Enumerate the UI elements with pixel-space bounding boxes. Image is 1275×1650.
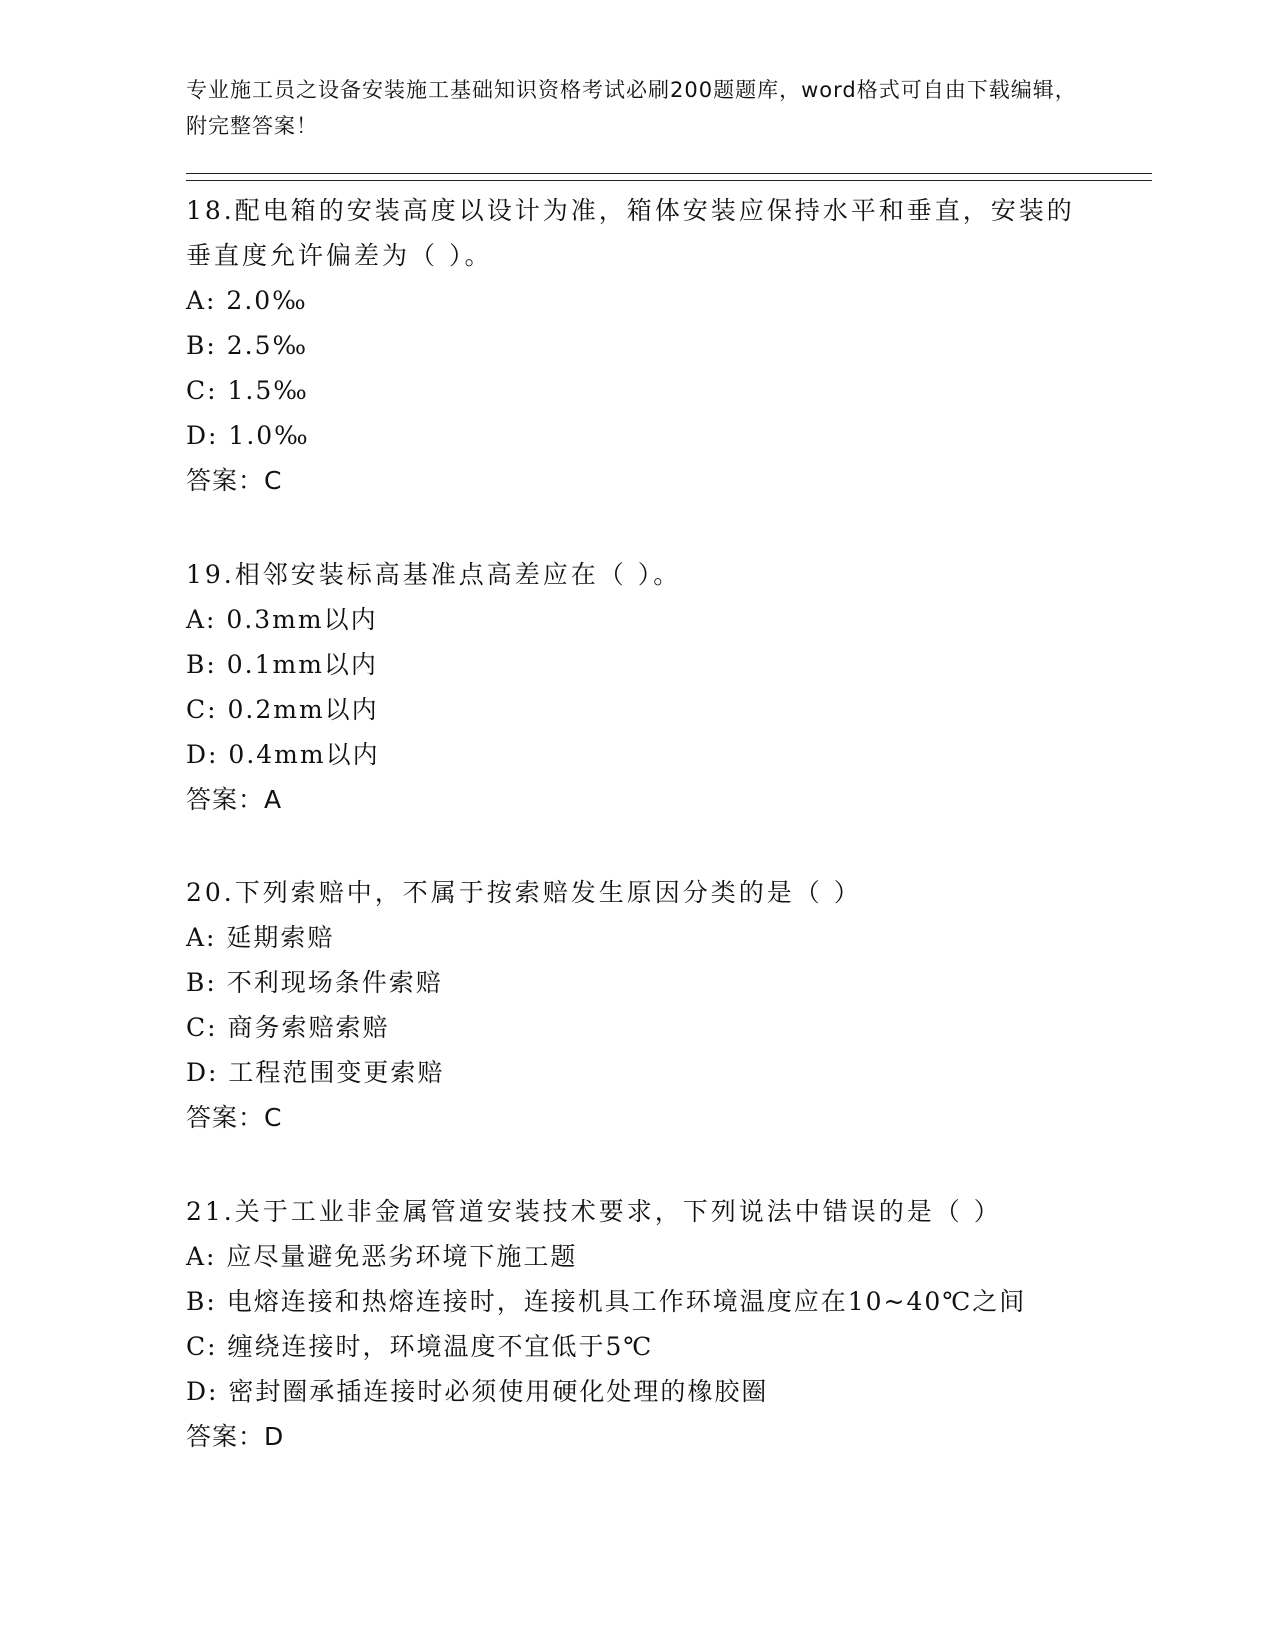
question-stem: 18.配电箱的安装高度以设计为准，箱体安装应保持水平和垂直，安装的垂直度允许偏差为（ ）。 xyxy=(186,196,1075,270)
answer-label: 答案：A xyxy=(186,785,283,814)
answer-label: 答案：C xyxy=(186,466,283,495)
option-c: C: 0.2mm以内 xyxy=(186,695,379,724)
option-d: D: 1.0‰ xyxy=(186,421,310,450)
question-20 xyxy=(186,870,1086,1140)
option-d: D: 密封圈承插连接时必须使用硬化处理的橡胶圈 xyxy=(186,1377,769,1406)
question-stem: 20.下列索赔中，不属于按索赔发生原因分类的是（ ） xyxy=(186,878,862,907)
header-divider-top xyxy=(186,173,1152,174)
document-header: 专业施工员之设备安装施工基础知识资格考试必刷200题题库，word格式可自由下载编辑，附完整答案！ xyxy=(186,78,1077,138)
option-a: A: 应尽量避免恶劣环境下施工题 xyxy=(186,1242,578,1271)
option-d: D: 工程范围变更索赔 xyxy=(186,1058,445,1087)
header-divider-bottom xyxy=(186,180,1152,181)
option-a: A: 0.3mm以内 xyxy=(186,605,378,634)
question-stem: 21.关于工业非金属管道安装技术要求，下列说法中错误的是（ ） xyxy=(186,1197,1002,1226)
question-stem: 19.相邻安装标高基准点高差应在（ ）。 xyxy=(186,560,682,589)
question-18 xyxy=(186,188,1086,503)
option-c: C: 1.5‰ xyxy=(186,376,309,405)
option-a: A: 延期索赔 xyxy=(186,923,335,952)
question-21 xyxy=(186,1189,1086,1459)
option-b: B: 0.1mm以内 xyxy=(186,650,378,679)
answer-label: 答案：C xyxy=(186,1103,283,1132)
option-a: A: 2.0‰ xyxy=(186,286,308,315)
option-b: B: 电熔连接和热熔连接时，连接机具工作环境温度应在10~40℃之间 xyxy=(186,1287,1027,1316)
option-d: D: 0.4mm以内 xyxy=(186,740,380,769)
option-c: C: 商务索赔索赔 xyxy=(186,1013,390,1042)
option-b: B: 2.5‰ xyxy=(186,331,309,360)
question-19 xyxy=(186,552,1086,822)
option-b: B: 不利现场条件索赔 xyxy=(186,968,443,997)
answer-label: 答案：D xyxy=(186,1422,285,1451)
option-c: C: 缠绕连接时，环境温度不宜低于5℃ xyxy=(186,1332,654,1361)
